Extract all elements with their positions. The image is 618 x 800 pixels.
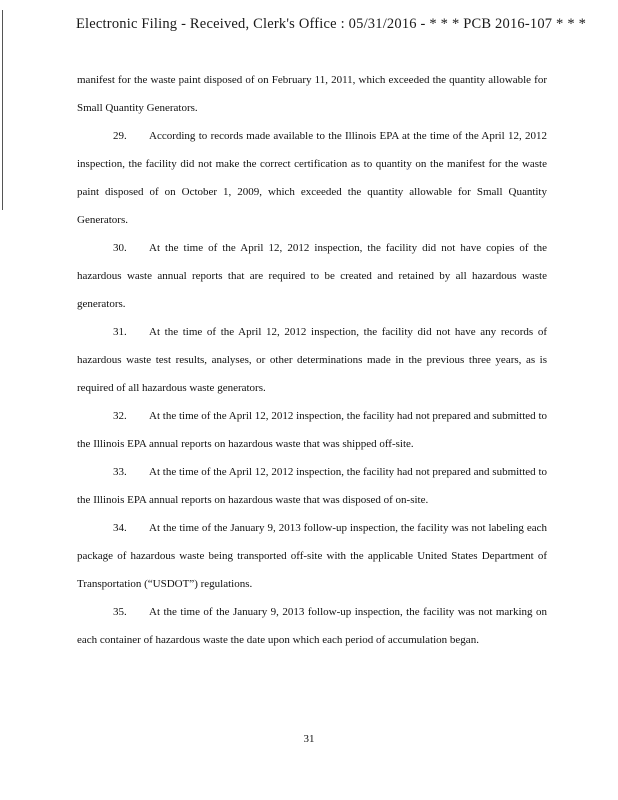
paragraph-text: At the time of the January 9, 2013 follow-up inspection, the facility was not marking on each container of hazardous waste the date upon which each period of accumulation began.	[77, 606, 547, 646]
paragraph-35	[77, 598, 547, 654]
paragraph-30	[77, 234, 547, 318]
page-number: 31	[303, 733, 315, 745]
paragraph-32	[77, 402, 547, 458]
paragraph-number: 30.	[113, 242, 127, 254]
paragraph-number: 34.	[113, 522, 127, 534]
paragraph-33	[77, 458, 547, 514]
paragraph-text: At the time of the April 12, 2012 inspection, the facility did not have copies of the hazardous waste annual reports that are required to be created and retained by all hazardous waste generators.	[77, 242, 547, 310]
paragraph-text: At the time of the April 12, 2012 inspection, the facility did not have any records of hazardous waste test results, analyses, or other determinations made in the previous three years, as is required of all hazardous waste generators.	[77, 326, 547, 394]
paragraph-number: 35.	[113, 606, 127, 618]
filing-header: Electronic Filing - Received, Clerk's Office : 05/31/2016 - * * * PCB 2016-107 * * *	[76, 16, 587, 32]
paragraph-text: At the time of the April 12, 2012 inspection, the facility had not prepared and submitted to the Illinois EPA annual reports on hazardous waste that was shipped off-site.	[77, 410, 547, 450]
scan-edge-line	[2, 10, 3, 210]
paragraph-text: At the time of the April 12, 2012 inspection, the facility had not prepared and submitted to the Illinois EPA annual reports on hazardous waste that was disposed of on-site.	[77, 466, 547, 506]
paragraph-29	[77, 122, 547, 234]
paragraph-continuation	[77, 66, 547, 122]
paragraph-text: According to records made available to the Illinois EPA at the time of the April 12, 2012 inspection, the facility did not make the correct certification as to quantity on the manifest for the waste paint disposed of on October 1, 2009, which exceeded the quantity allowable for Small Quantity Generators.	[77, 130, 547, 226]
paragraph-text: At the time of the January 9, 2013 follow-up inspection, the facility was not labeling each package of hazardous waste being transported off-site with the applicable United States Department of Transportation (“USDOT”) regulations.	[77, 522, 547, 590]
paragraph-number: 32.	[113, 410, 127, 422]
paragraph-34	[77, 514, 547, 598]
paragraph-number: 31.	[113, 326, 127, 338]
paragraph-number: 29.	[113, 130, 127, 142]
paragraph-31	[77, 318, 547, 402]
document-body	[77, 66, 547, 654]
paragraph-text: manifest for the waste paint disposed of on February 11, 2011, which exceeded the quantity allowable for Small Quantity Generators.	[77, 74, 547, 114]
paragraph-number: 33.	[113, 466, 127, 478]
